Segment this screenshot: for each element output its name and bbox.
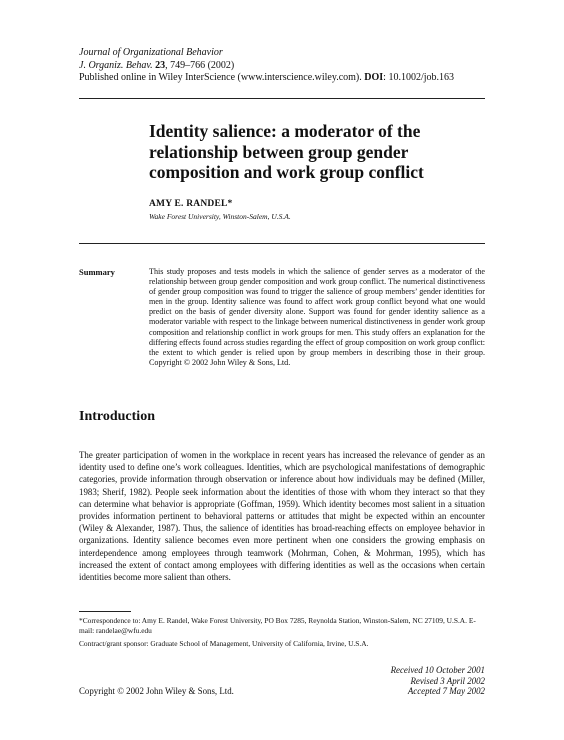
summary-text: This study proposes and tests models in which the salience of gender serves as a moderator of the relationship between group gender composition and work group conflict. The numerical distinctiveness of gender group composition was found to trigger the salience of group members’ gender identities for men in the group. Identity salience was found to affect work group conflict beyond what one would predict on the basis of gender diversity alone. Support was found for gender identity salience as a moderator variable with respect to the linkage between numerical distinctiveness in gender work group composition and relationship conflict in work groups for men. This study offers an explanation for the differing effects found across studies regarding the effect of group composition on work group conflict: the extent to which gender is relied upon by group members in describing those in their group. Copyright © 2002 John Wiley & Sons, Ltd. xyxy=(149,267,485,367)
published-online: Published online in Wiley InterScience (www.interscience.wiley.com). xyxy=(79,72,362,83)
title-rule xyxy=(79,243,485,244)
citation-line xyxy=(79,60,489,73)
footnote-correspondence: *Correspondence to: Amy E. Randel, Wake Forest University, PO Box 7285, Reynolda Station, Winston-Salem, NC 27109, U.S.A. E-mail: randelae@wfu.edu xyxy=(79,616,476,635)
accepted-date: Accepted 7 May 2002 xyxy=(407,686,485,697)
footnotes xyxy=(79,616,485,652)
received-date: Received 10 October 2001 xyxy=(390,665,485,675)
summary-label: Summary xyxy=(79,267,115,277)
published-online-line xyxy=(79,72,489,85)
author-affiliation: Wake Forest University, Winston-Salem, U.S.A. xyxy=(149,212,291,221)
section-heading-introduction: Introduction xyxy=(79,409,155,424)
doi-label: DOI xyxy=(364,72,384,83)
article-title: Identity salience: a moderator of the relationship between group gender composition and work group conflict xyxy=(149,121,424,182)
journal-name: Journal of Organizational Behavior xyxy=(79,47,223,58)
introduction-paragraph: The greater participation of women in the workplace in recent years has increased the relevance of gender as an identity used to define one’s work colleagues. Identities, which are psychological manifestations of demographic categories, provide information through observation or inference about how individuals may be defined (Miller, 1983; Sherif, 1982). People seek information about the identities of those with whom they interact so that they can determine what behavior is appropriate (Goffman, 1959). Which identity becomes most salient in a situation provides information pertinent to behavioral patterns or attitudes that might be expected within an encounter (Wiley & Alexander, 1987). Thus, the salience of identities has broad-reaching effects on employee behavior in organizations. Identity salience becomes even more pertinent when one considers the growing emphasis on interdependence among employees through teamwork (Mohrman, Cohen, & Mohrman, 1995), which has increased the extent of contact among employees with differing identities as well as the occasions when certain identities become more salient than others. xyxy=(79,450,485,583)
footnote-rule xyxy=(79,611,131,612)
author-name: AMY E. RANDEL* xyxy=(149,199,233,209)
manuscript-dates xyxy=(285,665,485,697)
header-rule xyxy=(79,98,485,99)
citation-pages: , 749–766 (2002) xyxy=(165,59,235,71)
citation-volume: 23 xyxy=(155,59,166,71)
doi-value: : 10.1002/job.163 xyxy=(383,72,455,83)
journal-header xyxy=(79,47,489,85)
copyright-notice: Copyright © 2002 John Wiley & Sons, Ltd. xyxy=(79,686,234,696)
revised-date: Revised 3 April 2002 xyxy=(410,675,485,686)
citation-abbrev: J. Organiz. Behav. xyxy=(79,59,153,71)
footnote-grant: Contract/grant sponsor: Graduate School of Management, University of California, Irvine, U.S.A. xyxy=(79,639,369,648)
